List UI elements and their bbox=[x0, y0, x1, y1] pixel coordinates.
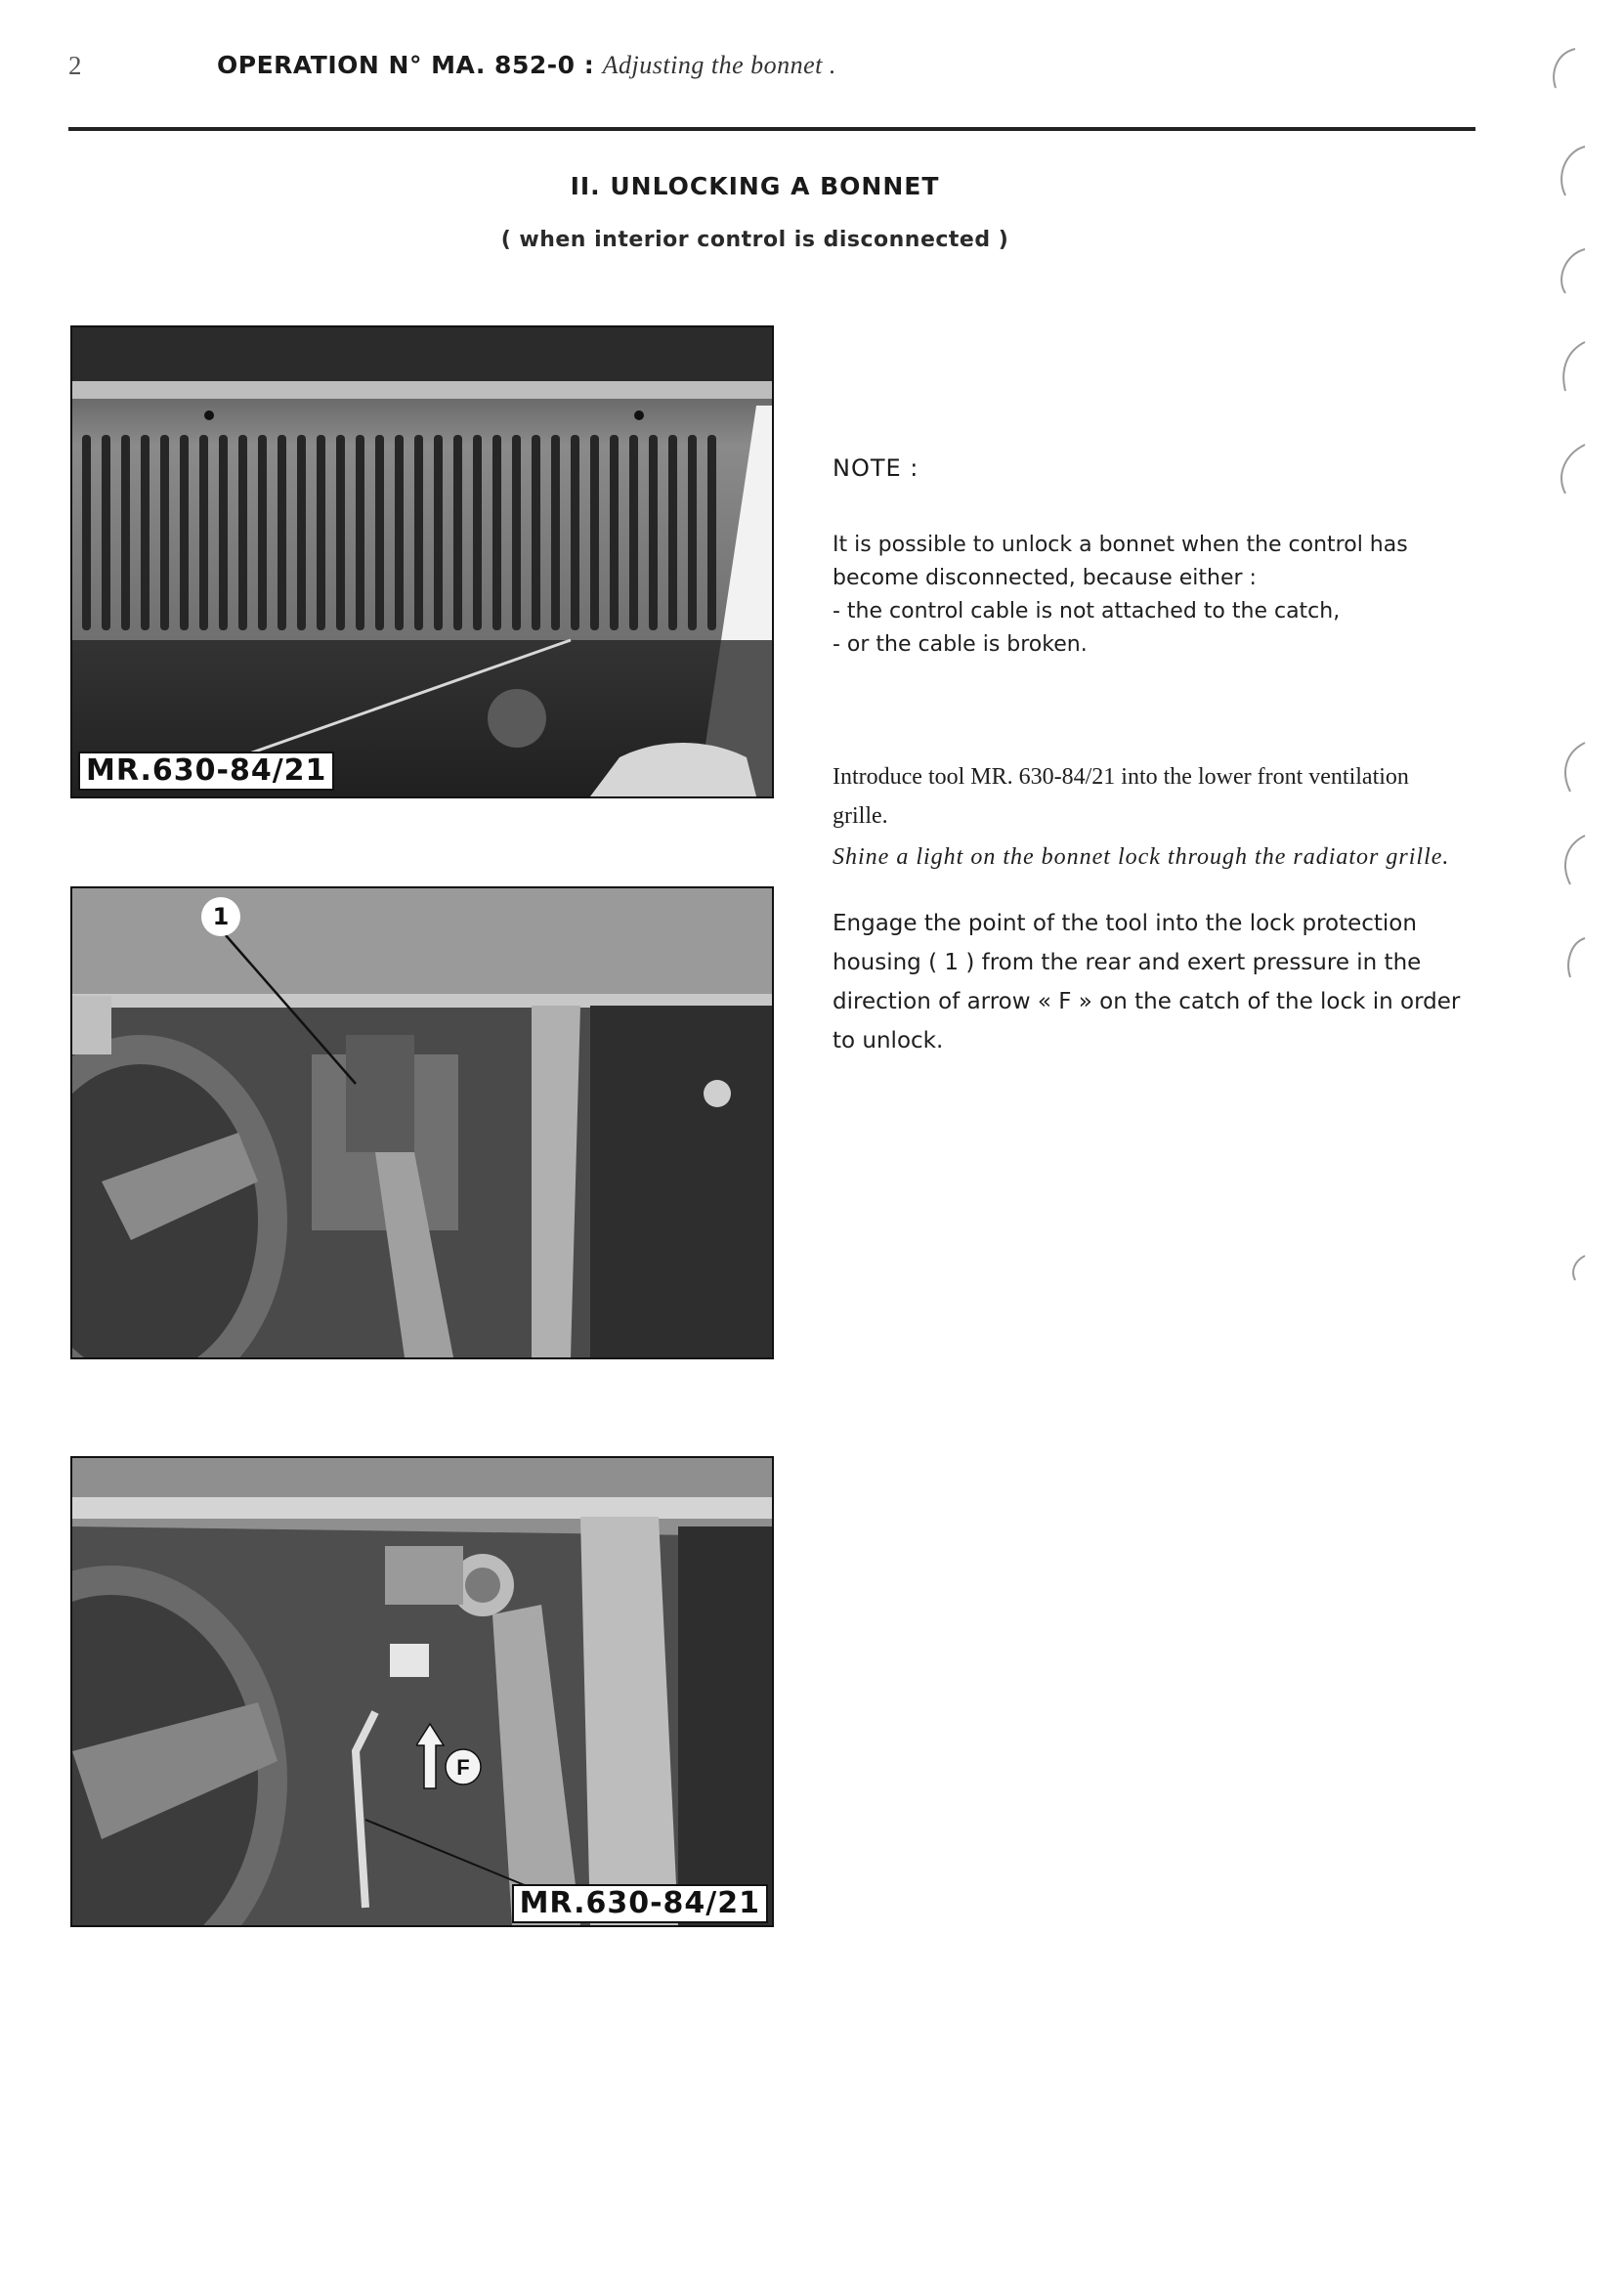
note-label: NOTE : bbox=[833, 454, 919, 482]
callout-1: 1 bbox=[201, 897, 240, 936]
page-number: 2 bbox=[68, 51, 82, 80]
section-title: II. UNLOCKING A BONNET bbox=[570, 172, 940, 200]
page-header bbox=[217, 51, 836, 80]
operation-number: OPERATION N° MA. 852-0 : bbox=[217, 51, 595, 79]
note-paragraph bbox=[833, 529, 1458, 662]
header-rule bbox=[68, 127, 1475, 131]
tool-label: MR.630-84/21 bbox=[512, 1884, 768, 1923]
operation-subtitle: Adjusting the bonnet . bbox=[602, 51, 836, 79]
section-subtitle: ( when interior control is disconnected ) bbox=[500, 228, 1009, 252]
note-bullet-1: - the control cable is not attached to the catch, bbox=[833, 599, 1341, 623]
step-3-text: Engage the point of the tool into the lock protection housing ( 1 ) from the rear and exert pressure in the direction of arrow « F » on the catch of the lock in order to unlock. bbox=[833, 911, 1461, 1053]
arrow-f bbox=[416, 1716, 504, 1794]
photo-lock-catch bbox=[70, 1456, 774, 1927]
note-bullet-2: - or the cable is broken. bbox=[833, 632, 1088, 657]
step-1-text: Introduce tool MR. 630-84/21 into the lower front ventilation grille. bbox=[833, 764, 1409, 829]
tool-label: MR.630-84/21 bbox=[78, 752, 334, 791]
binding-edge-marks bbox=[1526, 39, 1595, 2189]
arrow-up-icon bbox=[416, 1716, 504, 1794]
photo-lock-housing bbox=[70, 886, 774, 1359]
step-2-text: Shine a light on the bonnet lock through the radiator grille. bbox=[833, 844, 1450, 870]
photo-ventilation-grille bbox=[70, 325, 774, 798]
arrow-f-label: F bbox=[456, 1755, 470, 1780]
note-intro: It is possible to unlock a bonnet when the control has become disconnected, because either : bbox=[833, 533, 1408, 590]
